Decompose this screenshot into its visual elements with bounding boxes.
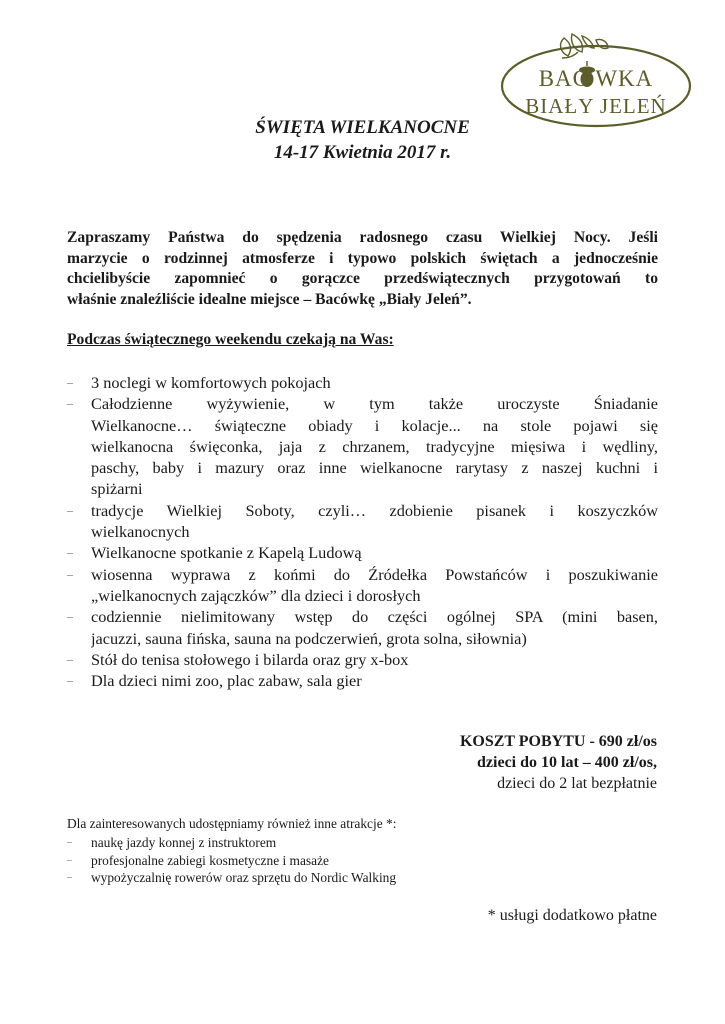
list-item-line: „wielkanocnych zajączków” dla dzieci i dorosłych [91, 585, 421, 605]
price-total: KOSZT POBYTU - 690 zł/os [459, 733, 657, 750]
list-item [67, 606, 658, 649]
list-dash: – [67, 837, 72, 848]
price-infants: dzieci do 2 lat bezpłatnie [497, 775, 657, 792]
list-dash: – [67, 396, 73, 411]
footnote: * usługi dodatkowo płatne [487, 907, 657, 924]
list-item [67, 564, 658, 607]
list-item-line: jacuzzi, sauna fińska, sauna na podczerwień, grota solna, siłownia) [91, 628, 527, 648]
extra-item: naukę jazdy konnej z instruktorem [91, 835, 277, 850]
logo [498, 30, 694, 130]
list-heading: Podczas świątecznego weekendu czekają na Was: [67, 331, 394, 348]
list-item [67, 649, 658, 670]
list-item-line: spiżarni [91, 479, 143, 499]
list-item-line: wiosenna wyprawa z końmi do Źródełka Powstańców i poszukiwanie [91, 564, 658, 584]
list-item [67, 852, 396, 870]
intro-paragraph [67, 228, 658, 311]
intro-line: chcielibyście zapomnieć o gorączce przedświątecznych przygotowań to [67, 270, 658, 288]
list-dash: – [67, 375, 73, 389]
list-dash: – [67, 566, 73, 581]
list-item-line: paschy, baby i mazury oraz inne wielkanocne rarytasy z naszej kuchni i [91, 458, 658, 478]
list-item [67, 834, 396, 852]
list-item-line: wielkanocnych [91, 522, 190, 542]
list-item [67, 542, 658, 563]
list-item [67, 670, 658, 691]
list-item-line: tradycje Wielkiej Soboty, czyli… zdobienie pisanek i koszyczków [91, 500, 658, 520]
page-date: 14-17 Kwietnia 2017 r. [273, 142, 452, 163]
list-item-line: wielkanocna święconka, jaja z chrzanem, tradycyjne mięsiwa i wędliny, [91, 436, 658, 456]
list-item-line: Wielkanocne spotkanie z Kapelą Ludową [91, 543, 362, 563]
intro-line: marzycie o rodzinnej atmosferze i typowo polskich świętach a jednocześnie [67, 249, 658, 267]
logo-line2: BIAŁY JELEŃ [525, 94, 667, 118]
list-item-line: Całodzienne wyżywienie, w tym także uroczyste Śniadanie [91, 394, 658, 414]
list-item-line: 3 noclegi w komfortowych pokojach [91, 373, 331, 392]
list-dash: – [67, 545, 73, 560]
attractions-list [67, 372, 658, 691]
list-dash: – [67, 502, 73, 517]
list-item [67, 500, 658, 543]
page-title: ŚWIĘTA WIELKANOCNE [255, 117, 470, 138]
list-item [67, 869, 396, 887]
list-dash: – [67, 854, 72, 866]
list-dash: – [67, 609, 73, 624]
list-item [67, 393, 658, 499]
list-item-line: Dla dzieci nimi zoo, plac zabaw, sala gier [91, 671, 362, 691]
list-dash: – [67, 651, 73, 666]
extra-item: profesjonalne zabiegi kosmetyczne i masaże [91, 852, 329, 868]
intro-line: właśnie znaleźliście idealne miejsce – Bacówkę „Biały Jeleń”. [67, 291, 472, 309]
list-item-line: Stół do tenisa stołowego i bilarda oraz gry x-box [91, 649, 409, 669]
list-dash: – [67, 673, 73, 688]
extra-heading: Dla zainteresowanych udostępniamy również inne atrakcje *: [67, 816, 397, 831]
intro-line: Zapraszamy Państwa do spędzenia radosnego czasu Wielkiej Nocy. Jeśli [67, 229, 658, 246]
list-item-line: Wielkanocne… świąteczne obiady i kolacje... na stole pojawi się [91, 415, 658, 435]
list-item-line: codziennie nielimitowany wstęp do części ogólnej SPA (mini basen, [91, 607, 658, 627]
list-item [67, 372, 658, 393]
list-dash: – [67, 872, 72, 883]
price-children: dzieci do 10 lat – 400 zł/os, [477, 754, 657, 771]
extra-item: wypożyczalnię rowerów oraz sprzętu do Nordic Walking [91, 870, 397, 885]
extra-list [67, 834, 396, 887]
logo-line1: BAC WKA [538, 66, 654, 91]
